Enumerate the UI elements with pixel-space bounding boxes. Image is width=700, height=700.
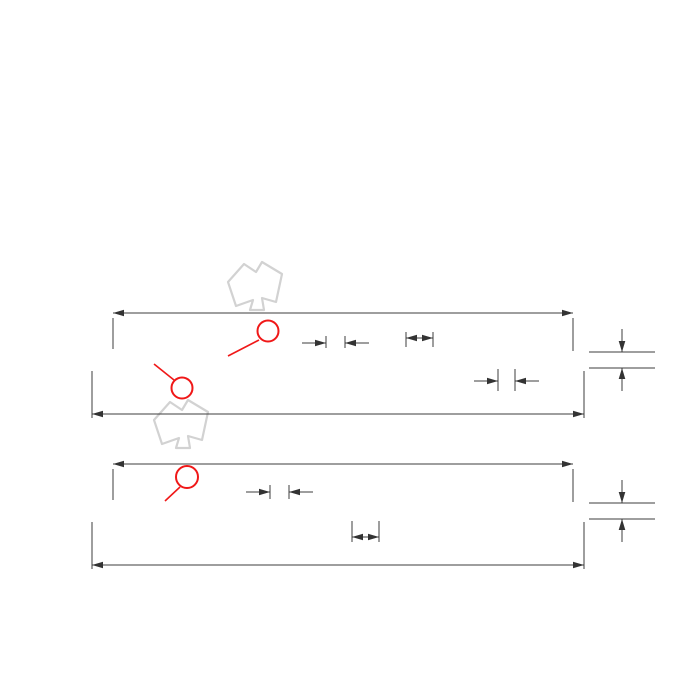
watermark-2 bbox=[154, 400, 208, 448]
watermark-1 bbox=[228, 262, 282, 310]
section-r-drawing bbox=[92, 464, 655, 569]
metal-profil-logo-icon bbox=[228, 262, 282, 310]
section-a-drawing bbox=[92, 313, 655, 418]
metal-profil-logo-icon bbox=[154, 400, 208, 448]
